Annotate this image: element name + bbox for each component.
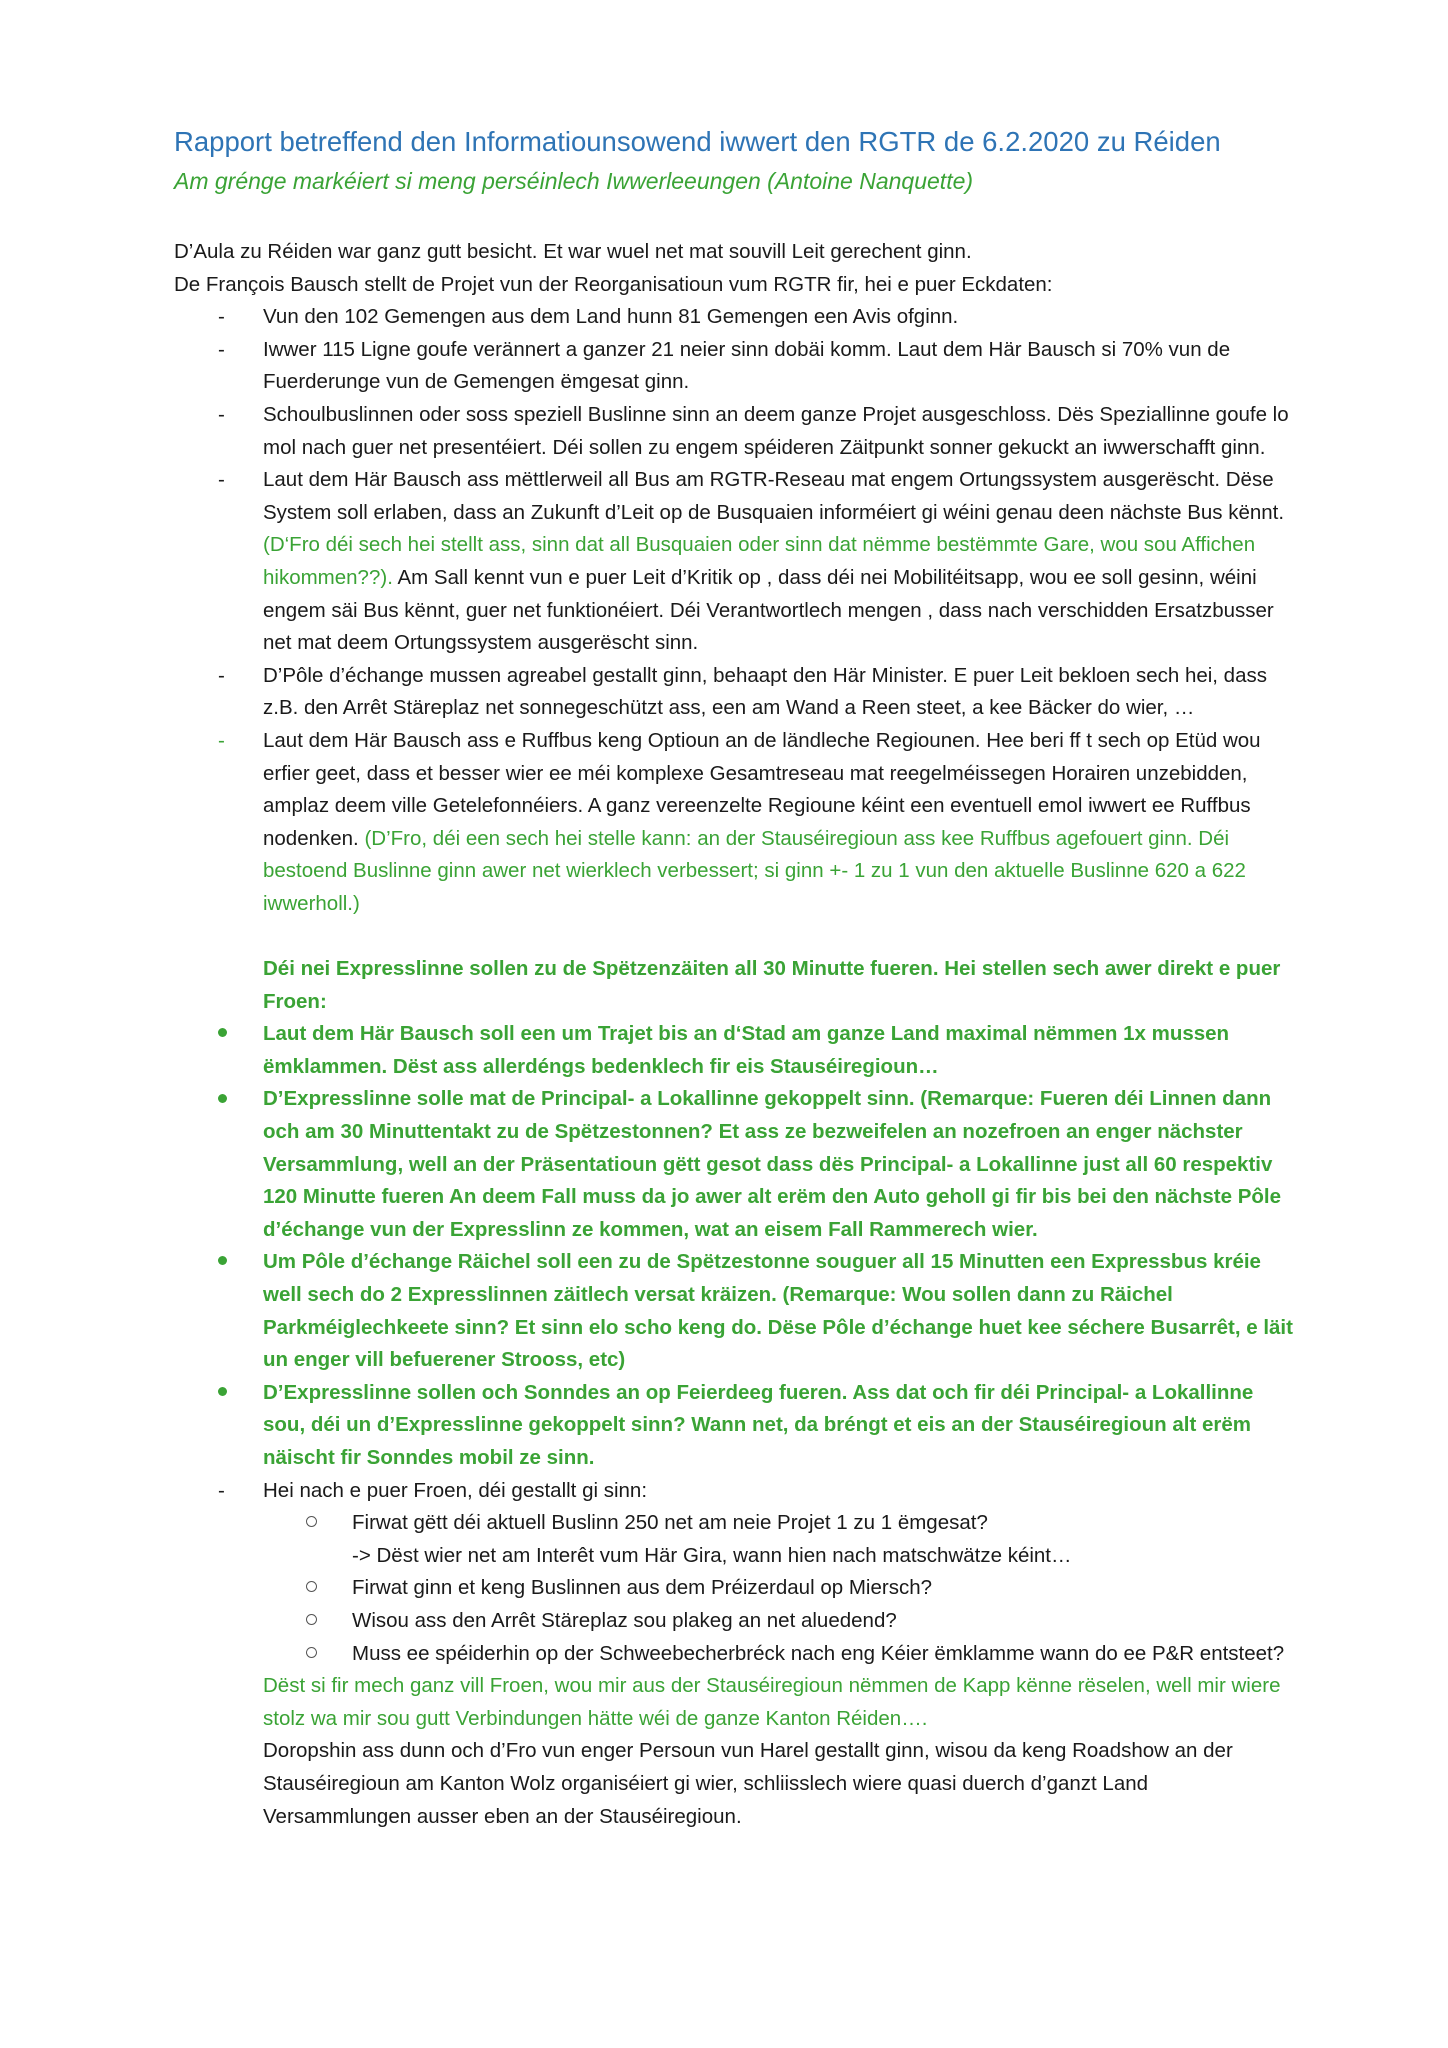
list-item-text: Hei nach e puer Froen, déi gestallt gi sinn: xyxy=(263,1478,648,1502)
bullet-dot-icon xyxy=(218,1018,248,1051)
dash-marker: - xyxy=(218,728,225,752)
bullet-text: Um Pôle d’échange Räichel soll een zu de Spëtzestonne souguer all 15 Minutten een Expressbus kréie well sech do 2 Expresslinnen zäitlech versat kräizen. (Remarque: Wou sollen dann zu Räichel Parkméiglechkeete sinn? Et sinn elo scho keng do. Dëse Pôle d’échange huet kee séchere Busarrêt, e läit un enger vill befuerener Strooss, etc) xyxy=(263,1250,1293,1372)
bullet-dot-icon xyxy=(218,1246,248,1279)
list-item-text: Laut dem Här Bausch ass mëttlerweil all Bus am RGTR-Reseau mat engem Ortungssystem ausgerëscht. Dëse System soll erlaben, dass an Zukunft d’Leit op de Busquaien informéiert gi wéini genau deen nächste Bus kënnt. xyxy=(263,468,1285,524)
list-item xyxy=(174,399,1299,464)
list-item xyxy=(174,1475,1299,1508)
bullet-item xyxy=(174,1377,1299,1475)
dash-marker: - xyxy=(218,1478,225,1502)
circle-bullet-icon xyxy=(306,1638,336,1671)
intro-line-2: De François Bausch stellt de Projet vun der Reorganisatioun vum RGTR fir, hei e puer Eckdaten: xyxy=(174,272,1053,296)
sub-item-note: -> Dëst wier net am Interêt vum Här Gira, wann hien nach matschwätze kéint… xyxy=(352,1543,1072,1567)
bullet-item xyxy=(174,1246,1299,1376)
document-body xyxy=(174,236,1299,1833)
sub-item-text: Wisou ass den Arrêt Stäreplaz sou plakeg an net aluedend? xyxy=(352,1608,897,1632)
list-item xyxy=(174,725,1299,921)
bullet-text: D’Expresslinne sollen och Sonndes an op Feierdeeg fueren. Ass dat och fir déi Principal- a Lokallinne sou, déi un d’Expresslinne gekoppelt sinn? Wann net, da bréngt et eis an der Stauséiregioun alt erëm näischt fir Sonndes mobil ze sinn. xyxy=(263,1380,1254,1469)
list-item-text: Am Sall kennt vun e puer Leit d’Kritik op , dass déi nei Mobilitéitsapp, wou ee soll gesinn, wéini engem säi Bus kënnt, guer net funktionéiert. Déi Verantwortlech mengen , dass nach verschidden Ersatzbusser net mat deem Ortungssystem ausgerëscht sinn. xyxy=(263,565,1274,655)
list-item-text: Vun den 102 Gemengen aus dem Land hunn 81 Gemengen een Avis ofginn. xyxy=(263,305,959,329)
remark-green: (D‘Fro déi sech hei stellt ass, sinn dat all Busquaien oder sinn dat nëmme bestëmmte Gare, wou sou Affichen hikommen??). xyxy=(263,533,1256,589)
list-item xyxy=(174,464,1299,660)
bullet-dot-icon xyxy=(218,1377,248,1410)
dash-marker: - xyxy=(218,402,225,426)
intro-line-1: D’Aula zu Réiden war ganz gutt besicht. Et war wuel net mat souvill Leit gerechent ginn. xyxy=(174,240,972,263)
dash-marker: - xyxy=(218,663,225,687)
sub-list-item xyxy=(174,1507,1299,1540)
circle-bullet-icon xyxy=(306,1507,336,1540)
closing-paragraph: Doropshin ass dunn och d’Fro vun enger Persoun vun Harel gestallt ginn, wisou da keng Roadshow an der Stauséiregioun am Kanton Wolz organiséiert gi wier, schliisslech wiere quasi duerch d’ganzt Land Versammlungen ausser eben an der Stauséiregioun. xyxy=(263,1739,1233,1828)
list-item xyxy=(174,660,1299,725)
sub-item-text: Muss ee spéiderhin op der Schweebecherbréck nach eng Kéier ëmklamme wann do ee P&R entsteet? xyxy=(352,1641,1285,1665)
document-title: Rapport betreffend den Informatiounsowend iwwert den RGTR de 6.2.2020 zu Réiden xyxy=(174,126,1221,157)
bullet-item xyxy=(174,1018,1299,1083)
sub-list-item xyxy=(174,1572,1299,1605)
dash-marker: - xyxy=(218,468,225,492)
closing-remark-green: Dëst si fir mech ganz vill Froen, wou mir aus der Stauséiregioun nëmmen de Kapp kënne rëselen, well mir wiere stolz wa mir sou gutt Verbindungen hätte wéi de ganze Kanton Réiden…. xyxy=(263,1674,1281,1730)
circle-bullet-icon xyxy=(306,1605,336,1638)
document-subtitle: Am grénge markéiert si meng perséinlech Iwwerleeungen (Antoine Nanquette) xyxy=(174,168,974,194)
circle-bullet-icon xyxy=(306,1572,336,1605)
sub-list-item xyxy=(174,1605,1299,1638)
list-item-text: Laut dem Här Bausch ass e Ruffbus keng Optioun an de ländleche Regiounen. Hee beri ff t sech op Etüd wou erfier geet, dass et besser wier ee méi komplexe Gesamtreseau mat reegelméissegen Horairen unzebidden, amplaz deem ville Getelefonnéiers. A ganz vereenzelte Regioune kéint een eventuell emol iwwert ee Ruffbus nodenken. xyxy=(263,728,1261,850)
sub-list-item xyxy=(174,1638,1299,1671)
spacer xyxy=(174,920,1299,953)
list-item xyxy=(174,301,1299,334)
list-item xyxy=(174,334,1299,399)
sub-item-text: Firwat gëtt déi aktuell Buslinn 250 net am neie Projet 1 zu 1 ëmgesat? xyxy=(352,1511,988,1535)
bullet-text: D’Expresslinne solle mat de Principal- a Lokallinne gekoppelt sinn. (Remarque: Fueren déi Linnen dann och am 30 Minuttentakt zu de Spëtzestonnen? Et ass ze bezweifelen an nozefroen an enger nächster Versammlung, well an der Präsentatioun gëtt gesot dass dës Principal- a Lokallinne just all 60 respektiv 120 Minutte fueren An deem Fall muss da jo awer alt erëm den Auto geholl gi fir bis bei den nächste Pôle d’échange vun der Expresslinn ze kommen, wat an eisem Fall Rammerech wier. xyxy=(263,1087,1282,1241)
dash-marker: - xyxy=(218,305,225,329)
bullet-text: Laut dem Här Bausch soll een um Trajet bis an d‘Stad am ganze Land maximal nëmmen 1x mussen ëmklammen. Dëst ass allerdéngs bedenklech fir eis Stauséiregioun… xyxy=(263,1022,1230,1078)
express-intro: Déi nei Expresslinne sollen zu de Spëtzenzäiten all 30 Minutte fueren. Hei stellen sech awer direkt e puer Froen: xyxy=(263,957,1281,1013)
list-item-text: D’Pôle d’échange mussen agreabel gestallt ginn, behaapt den Här Minister. E puer Leit bekloen sech hei, dass z.B. den Arrêt Stäreplaz net sonnegeschützt ass, een am Wand a Reen steet, a kee Bäcker do wier, … xyxy=(263,663,1267,720)
sub-item-text: Firwat ginn et keng Buslinnen aus dem Préizerdaul op Miersch? xyxy=(352,1576,932,1600)
bullet-dot-icon xyxy=(218,1083,248,1116)
dash-marker: - xyxy=(218,337,225,361)
list-item-text: Schoulbuslinnen oder soss speziell Buslinne sinn an deem ganze Projet ausgeschloss. Dës Speziallinne goufe lo mol nach guer net presentéiert. Déi sollen zu engem spéideren Zäitpunkt sonner gekuckt an iwwerschafft ginn. xyxy=(263,402,1289,459)
remark-green: (D’Fro, déi een sech hei stelle kann: an der Stauséiregioun ass kee Ruffbus agefouert ginn. Déi bestoend Buslinne ginn awer net wierklech verbessert; si ginn +- 1 zu 1 vun den aktuelle Buslinne 620 a 622 iwwerholl.) xyxy=(263,826,1246,915)
bullet-item xyxy=(174,1083,1299,1246)
list-item-text: Iwwer 115 Ligne goufe verännert a ganzer 21 neier sinn dobäi komm. Laut dem Här Bausch si 70% vun de Fuerderunge vun de Gemengen ëmgesat ginn. xyxy=(263,337,1231,394)
